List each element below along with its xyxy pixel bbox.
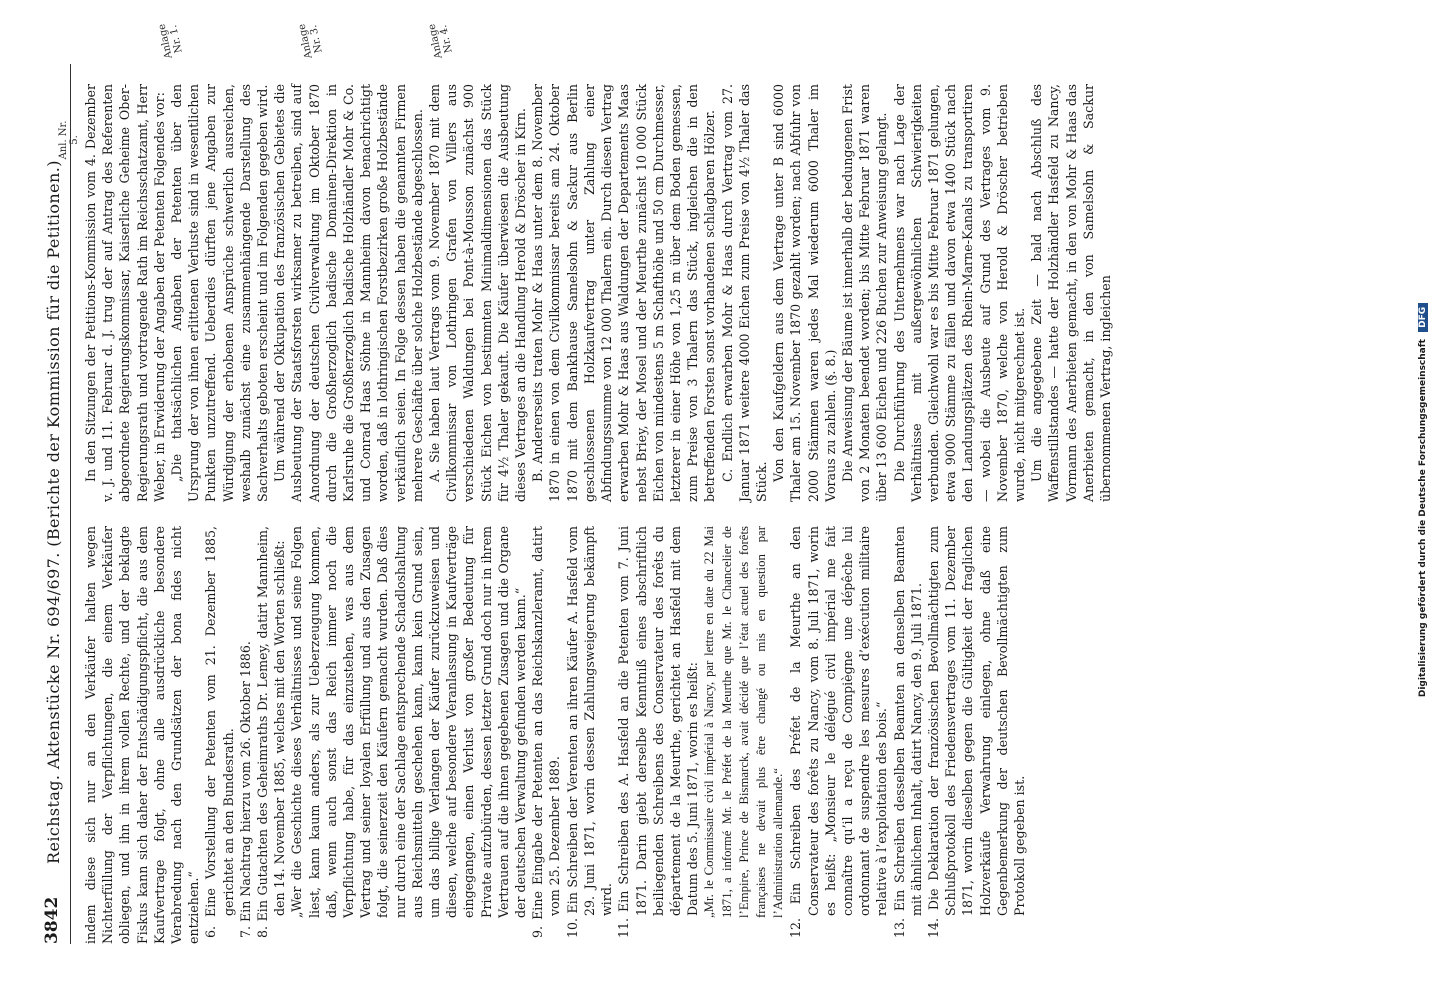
dfg-logo: DFG bbox=[1418, 303, 1428, 332]
paragraph: Die Anweisung der Bäume ist innerhalb der bedungenen Frist von 2 Monaten beendet worden; bis Mitte Februar 1871 waren über 13 600 Eichen und 226 Buchen zur Anweisung gelangt. bbox=[839, 84, 890, 502]
right-column bbox=[82, 84, 1113, 502]
paragraph: A. Sie haben laut Vertrags vom 9. November 1870 mit dem Civilkommissar von Lothringen Grafen von Villers aus verschiedenen Waldungen bei Pont-à-Mousson zunächst 900 Stück Eichen von bestimmten Minimaldimensionen das Stück für 4½ Thaler gekauft. Die Käufer überwiesen die Ausbeutung dieses Vertrages an die Handlung Herold & Dröscher in Kirn. bbox=[427, 84, 529, 502]
paragraph: 13. Ein Schreiben desselben Beamten an denselben Beamten mit ähnlichem Inhalt, datirt Nancy, den 9. Juli 1871. bbox=[891, 526, 924, 938]
page-header bbox=[36, 64, 71, 944]
paragraph: Die Durchführung des Unternehmens war nach Lage der Verhältnisse mit außergewöhnlichen Schwierigkeiten verbunden. Gleichwohl war es bis Mitte Februar 1871 gelungen, etwa 9000 Stämme zu fällen und davon etwa 1400 Stück nach den Landungsplätzen des Rhein-Marne-Kanals zu transportiren — wobei die Ausbeute auf Grund des Vertrages vom 9. November 1870, welche von Herold & Dröscher betrieben wurde, nicht mitgerechnet ist. bbox=[891, 84, 1027, 502]
paragraph: 14. Die Deklaration der französischen Bevollmächtigten zum Schlußprotokoll des Friedensvertrages vom 11. Dezember 1871, worin dieselben gegen die Gültigkeit der fraglichen Holzverkäufe Verwahrung einlegen, ohne daß eine Gegenbemerkung der deutschen Bevollmächtigten zum Protokoll gegeben ist. bbox=[925, 526, 1027, 938]
paragraph: indem diese sich nur an den Verkäufer halten wegen Nichterfüllung der Verpflichtungen, die einem Verkäufer obliegen, und ihn in ihrem vollen Rechte, und der beklagte Fiskus kann sich daher der Entschädigungspflicht, die aus dem Kaufvertrage folgt, ohne alle ausdrückliche besondere Verabredung nach den Grundsätzen der bona fides nicht entziehen.“ bbox=[83, 526, 202, 944]
paragraph: 12. Ein Schreiben des Préfet de la Meurthe an den Conservateur des forêts zu Nancy, vom 8. Juli 1871, worin es heißt: „Monsieur le délégué civil impérial me fait connaître qu’il a reçu de Compiègne une dépêche lui ordonnant de suspendre les mesures d’exécution militaire relative à l’exploitation des bois.“ bbox=[788, 526, 890, 938]
paragraph: C. Endlich erwarben Mohr & Haas durch Vertrag vom 27. Januar 1871 weitere 4000 Eichen zum Preise von 4½ Thaler das Stück. bbox=[719, 84, 769, 502]
paragraph: 8. Ein Gutachten des Geheimraths Dr. Lemey, datirt Mannheim, den 14. November 1885, welches mit den Worten schließt: bbox=[255, 526, 288, 938]
page-number: 3842 bbox=[42, 896, 62, 944]
margin-note: Anl. Nr. 5. bbox=[58, 120, 80, 160]
margin-note: Anlage Nr. 4. bbox=[426, 22, 455, 60]
digitization-footer bbox=[1418, 240, 1428, 760]
margin-note: Anlage Nr. 3. bbox=[296, 22, 325, 60]
paragraph: „Mr. le Commissaire civil impérial à Nancy, par lettre en date du 22 Mai 1871, a informé Mr. le Préfet de la Meurthe que Mr. le Chancelier de l’Empire, Prince de Bismarck, avait décidé que l’état actuel des forêts françaises ne devait plus être changé ou mis en question par l’Administration allemande.“ bbox=[702, 526, 786, 918]
paragraph: „Die thatsächlichen Angaben der Petenten über den Ursprung der von ihnen erlittenen Verluste sind in wesentlichen Punkten unzutreffend. Ueberdies dürften jene Angaben zur Würdigung der erhobenen Ansprüche schwerlich ausreichen, weshalb zunächst eine zusammenhängende Darstellung des Sachverhalts geboten erscheint und im Folgenden gegeben wird. bbox=[169, 84, 271, 502]
paragraph: „Wer die Geschichte dieses Verhältnisses und seine Folgen liest, kann kaum anders, als zur Ueberzeugung kommen, daß, wenn auch sonst das Reich immer noch die Verpflichtung habe, für das einzustehen, was aus dem Vertrag und seiner loyalen Erfüllung und aus den Zusagen folgt, die seinerzeit den Käufern gemacht wurden. Daß dies nur durch eine der Sachlage entsprechende Schadloshaltung aus Reichsmitteln geschehen kann, kann kein Grund sein, um das billige Verlangen der Käufer zurückzuweisen und diesen, welche auf besondere Veranlassung in Kaufverträge eingegangen, einen Verlust von großer Bedeutung für Private aufzubürden, dessen letzter Grund doch nur in ihrem Vertrauen auf die ihnen gegebenen Zusagen und die Organe der deutschen Verwaltung gefunden werden kann.“ bbox=[289, 526, 529, 918]
paragraph: 6. Eine Vorstellung der Petenten vom 21. Dezember 1885, gerichtet an den Bundesrath. bbox=[203, 526, 236, 938]
footer-text: Digitalisierung gefördert durch die Deutsche Forschungsgemeinschaft bbox=[1418, 339, 1428, 698]
paragraph: 9. Eine Eingabe der Petenten an das Reichskanzleramt, datirt vom 25. Dezember 1889. bbox=[530, 526, 563, 938]
paragraph: B. Andererseits traten Mohr & Haas unter dem 8. November 1870 in einen von dem Civilkommissar bereits am 24. Oktober 1870 mit dem Bankhause Samelsohn & Sackur aus Berlin geschlossenen Holzkaufvertrag unter Zahlung einer Abfindungssumme von 12 000 Thalern ein. Durch diesen Vertrag erwarben Mohr & Haas aus Waldungen der Departements Maas nebst Briey, der Mosel und der Meurthe zunächst 10 000 Stück Eichen von mindestens 5 m Schafthöhe und 50 cm Durchmesser, letzterer in einer Höhe von 1,25 m über dem Boden gemessen, zum Preise von 3 Thalern das Stück, ingleichen die in den betreffenden Forsten sonst vorhandenen schlagbaren Hölzer. bbox=[530, 84, 718, 502]
paragraph: 11. Ein Schreiben des A. Hasfeld an die Petenten vom 7. Juni 1871. Darin giebt derselbe Kenntniß eines abschriftlich beiliegenden Schreibens des Conservateur des forêts du département de la Meurthe, gerichtet an Hasfeld mit dem Datum des 5. Juni 1871, worin es heißt: bbox=[616, 526, 701, 938]
paragraph: Von den Kaufgeldern aus dem Vertrage unter B sind 6000 Thaler am 15. November 1870 gezahlt worden; nach Abfuhr von 2000 Stämmen waren jedes Mal wiederum 6000 Thaler im Voraus zu zahlen. (§. 8.) bbox=[771, 84, 838, 502]
margin-note: Anlage Nr. 1. bbox=[156, 22, 185, 60]
running-title: Reichstag. Aktenstücke Nr. 694/697. (Berichte der Kommission für die Petitionen.) bbox=[44, 160, 63, 864]
paragraph: Um die angegebene Zeit — bald nach Abschluß des Waffenstillstandes — hatte der Holzhändler Hasfeld zu Nancy, Vormann des Anerbieten gemacht, in den von Mohr & Haas das Anerbieten gemacht, in den von Samelsohn & Sackur übernommenen Vertrag, ingleichen bbox=[1029, 84, 1113, 502]
paragraph: In den Sitzungen der Petitions-Kommission vom 4. Dezember v. J. und 11. Februar d. J. trug der auf Antrag des Referenten abgeordnete Regierungskommissar, Kaiserliche Geheime Ober-Regierungsrath und vortragende Rath im Reichsschatzamt, Herr Weber, in Erwiderung der Angaben der Petenten Folgendes vor: bbox=[83, 84, 167, 502]
paragraph: 7. Ein Nachtrag hierzu vom 26. Oktober 1886. bbox=[237, 641, 253, 938]
paragraph: Um während der Okkupation des französischen Gebietes die Ausbeutung der Staatsforsten wirksamer zu betreiben, sind auf Anordnung der deutschen Civilverwaltung im Oktober 1870 durch die Großherzoglich badische Domainen-Direktion in Karlsruhe die Großherzoglich badische Holzhändler Mohr & Co. und Conrad Haas Söhne in Mannheim davon benachrichtigt worden, daß in lothringischen Forstbezirken große Holzbestände verkäuflich seien. In Folge dessen haben die genannten Firmen mehrere Geschäfte über solche Holzbestände abgeschlossen. bbox=[272, 84, 425, 502]
paragraph: 10. Ein Schreiben der Verenten an ihren Käufer A. Hasfeld vom 29. Juni 1871, worin dessen Zahlungsweigerung bekämpft wird. bbox=[564, 526, 615, 938]
left-column bbox=[82, 526, 1027, 944]
